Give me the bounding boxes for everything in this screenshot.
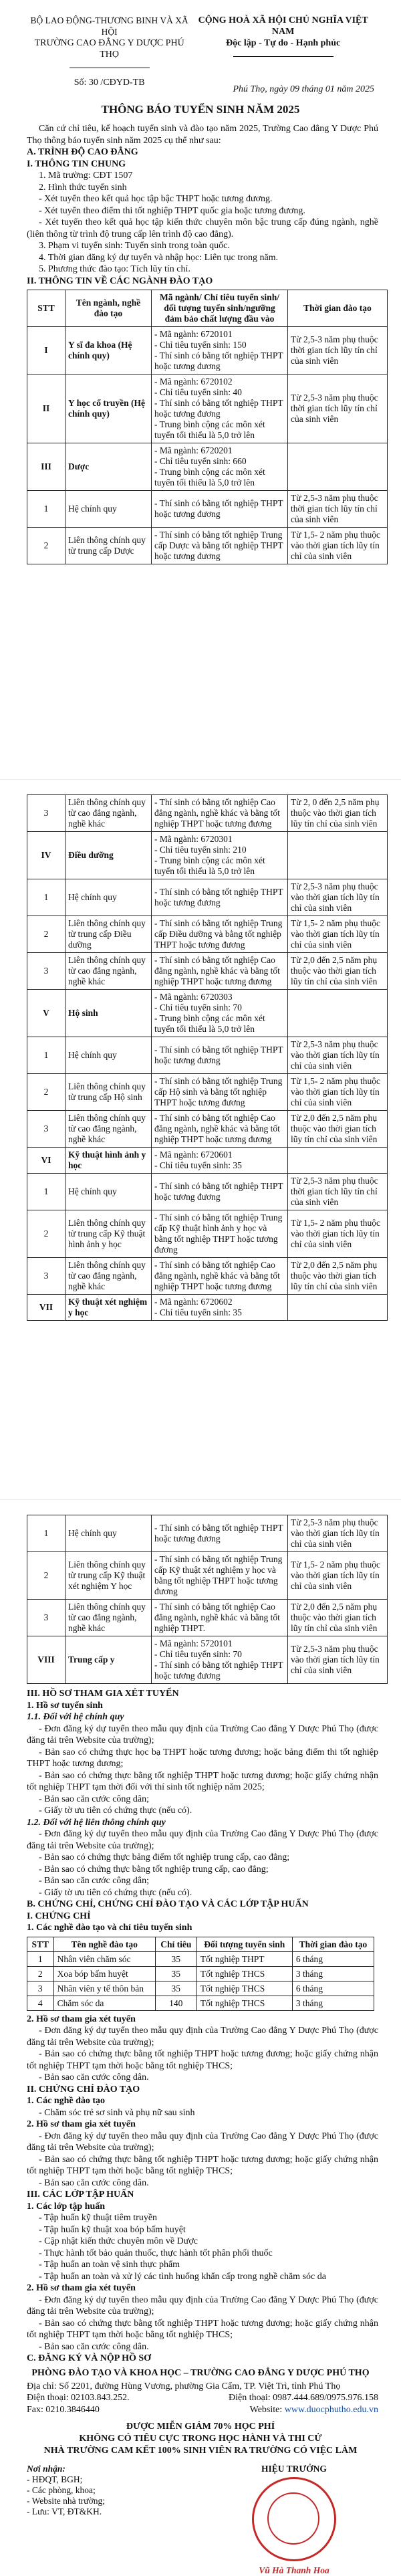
list-item: 4. Thời gian đăng ký dự tuyển và nhập học: Liên tục trong năm. [39, 252, 279, 263]
cell-duration: Từ 2,5-3 năm phụ thuộc vào thời gian tích lũy tín chỉ của sinh viên [288, 1636, 388, 1684]
cell-target: - Mã ngành: 6720303 - Chỉ tiêu tuyển sinh: 70 - Trung bình cộng các môn xét tuyển tối thiểu là 5,0 trở lên [152, 990, 288, 1037]
cell-program-name: Hệ chính quy [65, 879, 152, 916]
table-row [27, 1148, 388, 1174]
cell-target: - Thí sinh có bằng tốt nghiệp Trung cấp Kỹ thuật xét nghiệm y học và bằng tốt nghiệp THPT hoặc tương đương [152, 1552, 288, 1600]
cell-stt: 1 [27, 879, 65, 916]
list-item: - Đơn đăng ký dự tuyển theo mẫu quy định của Trường Cao đẳng Y Dược Phú Thọ (được đăng tải trên Website của trường); [27, 1829, 378, 1851]
recipients-list [27, 2474, 187, 2517]
cell-target: - Mã ngành: 6720602 - Chỉ tiêu tuyển sinh: 35 [152, 1295, 288, 1321]
school-name: TRƯỜNG CAO ĐẲNG Y DƯỢC PHÚ THỌ [34, 38, 184, 60]
program-table-1 [27, 290, 388, 564]
cell-program-name: Dược [65, 443, 152, 491]
cell-target: - Thí sinh có bằng tốt nghiệp Cao đẳng ngành, nghề khác và bằng tốt nghiệp THPT. [152, 1600, 288, 1636]
cell-program-name: Kỹ thuật hình ảnh y học [65, 1148, 152, 1174]
table-row [27, 1295, 388, 1321]
official-stamp [252, 2477, 336, 2561]
cell-program-name: Liên thông chính quy từ trung cấp Kỹ thuật xét nghiệm Y học [65, 1552, 152, 1600]
website-link[interactable]: www.duocphutho.edu.vn [284, 2404, 378, 2415]
cert-cell: 4 [27, 1996, 54, 2010]
cert-cell: 3 tháng [292, 1996, 374, 2010]
list-item: - Bản sao có chứng thực bằng tốt nghiệp THPT hoặc tương đương; hoặc giấy chứng nhận tốt nghiệp THPT tạm thời đối với thí sinh tốt nghiệp năm 2025; [27, 1770, 378, 1792]
list-item: - Tập huấn kỹ thuật xoa bóp bấm huyệt [39, 2224, 186, 2235]
list-item: - Đơn đăng ký dự tuyển theo mẫu quy định của Trường Cao đẳng Y Dược Phú Thọ (được đăng tải trên Website của trường); [27, 2294, 378, 2317]
office-fax: Fax: 0210.3846440 [27, 2404, 100, 2415]
table-row [27, 795, 388, 832]
contact-block [0, 2367, 401, 2379]
cert-cell: 35 [155, 1951, 196, 1966]
cell-program-name: Điều dưỡng [65, 832, 152, 879]
cell-target: - Mã ngành: 6720201 - Chỉ tiêu tuyển sinh: 660 - Trung bình cộng các môn xét tuyển tối thiểu là 5,0 trở lên [152, 443, 288, 491]
recipient-item: - HĐQT, BGH; [27, 2474, 83, 2484]
document-number: Số: 30 /CĐYD-TB [74, 78, 145, 88]
cell-duration: Từ 1,5- 2 năm phụ thuộc vào thời gian tích lũy tín chỉ của sinh viên [288, 1074, 388, 1111]
document-footer [0, 2457, 401, 2576]
section-a1-heading: I. THÔNG TIN CHUNG [27, 158, 126, 169]
list-item: 1. Mã trường: CĐT 1507 [39, 171, 133, 181]
table-row [27, 1515, 388, 1552]
list-item: - Xét tuyển theo điểm thi tốt nghiệp THPT quốc gia hoặc tương đương. [39, 205, 305, 216]
table-row [27, 879, 388, 916]
cell-target: - Mã ngành: 5720101 - Chỉ tiêu tuyển sinh: 70 - Thí sinh có bằng tốt nghiệp THPT hoặc tương đương [152, 1636, 288, 1684]
list-item: - Bản sao có chứng thực bằng tốt nghiệp THPT hoặc tương đương; hoặc giấy chứng nhận tốt nghiệp THPT tạm thời hoặc bằng tốt nghiệp THCS; [27, 2154, 378, 2176]
general-info-list [27, 170, 378, 276]
requirements-list-regular [27, 1723, 378, 1817]
office-name: PHÒNG ĐÀO TẠO VÀ KHOA HỌC – TRƯỜNG CAO ĐẲNG Y DƯỢC PHÚ THỌ [31, 2367, 370, 2378]
table-row [27, 443, 388, 491]
section-b-ii: II. CHỨNG CHỈ ĐÀO TẠO [27, 2084, 140, 2095]
cert-cell: 140 [155, 1996, 196, 2010]
list-item: - Bản sao có chứng thực bảng điểm tốt nghiệp trung cấp, cao đẳng; [39, 1852, 290, 1862]
table-row [27, 374, 388, 443]
cell-duration: Từ 2,0 đến 2,5 năm phụ thuộc vào thời gian tích lũy tín chỉ của sinh viên [288, 1600, 388, 1636]
program-table-2 [27, 794, 388, 1321]
section-a-heading: A. TRÌNH ĐỘ CAO ĐẲNG [27, 147, 138, 157]
cell-stt: 3 [27, 1600, 65, 1636]
cert-col-header: Thời gian đào tạo [292, 1937, 374, 1951]
cell-stt: III [27, 443, 65, 491]
republic-name: CỘNG HOÀ XÃ HỘI CHỦ NGHĨA VIỆT NAM [198, 15, 368, 37]
cell-stt: II [27, 374, 65, 443]
col-stt: STT [27, 290, 65, 327]
table-row [27, 1996, 374, 2010]
cell-program-name: Y sĩ đa khoa (Hệ chính quy) [65, 327, 152, 374]
list-item: - Xét tuyển theo kết quả học tập bậc THPT hoặc tương đương. [39, 194, 273, 204]
cell-stt: 2 [27, 1210, 65, 1258]
cell-duration [288, 990, 388, 1037]
program-table-3 [27, 1515, 388, 1684]
promo-line: NHÀ TRƯỜNG CAM KẾT 100% SINH VIÊN RA TRƯỜNG CÓ VIỆC LÀM [43, 2446, 358, 2456]
document-header [0, 0, 401, 88]
table-row [27, 327, 388, 374]
section-b-iii-2: 2. Hồ sơ tham gia xét tuyển [27, 2283, 136, 2293]
cell-duration: Từ 2,5-3 năm phụ thuộc thời gian tích lũy tín chỉ của sinh viên [288, 374, 388, 443]
cell-duration: Từ 2,5-3 năm phụ thuộc vào thời gian tích lũy tín chỉ của sinh viên [288, 1515, 388, 1552]
cell-program-name: Liên thông chính quy từ trung cấp Dược [65, 528, 152, 564]
office-hotline: Điện thoại: 0987.444.689/0975.976.158 [229, 2393, 378, 2403]
cert-cell: Tốt nghiệp THCS [196, 1966, 292, 1981]
cell-duration: Từ 2,0 đến 2,5 năm phụ thuộc vào thời gian tích lũy tín chỉ của sinh viên [288, 953, 388, 990]
cell-stt: VII [27, 1295, 65, 1321]
table-row [27, 1981, 374, 1996]
section-iii-heading: III. HỒ SƠ THAM GIA XÉT TUYỂN [27, 1689, 179, 1699]
list-item: - Bản sao có chứng thực bằng tốt nghiệp THPT hoặc tương đương; hoặc giấy chứng nhận tốt nghiệp THPT tạm thời hoặc bằng tốt nghiệp THCS; [27, 2318, 378, 2340]
section-b-ii-1: 1. Các nghề đào tạo [27, 2096, 106, 2106]
cell-duration: Từ 2, 0 đến 2,5 năm phụ thuộc vào thời gian tích lũy tín chỉ của sinh viên [288, 795, 388, 832]
cell-stt: 1 [27, 491, 65, 528]
section-b-i-1: 1. Các nghề đào tạo và chỉ tiêu tuyển sinh [27, 1923, 192, 1933]
cert-col-header: Chỉ tiêu [155, 1937, 196, 1951]
cell-program-name: Liên thông chính quy từ trung cấp Kỹ thuật hình ảnh y học [65, 1210, 152, 1258]
signer-title: HIỆU TRƯỞNG [261, 2464, 327, 2474]
table-row [27, 1111, 388, 1148]
workshop-requirements [27, 2294, 378, 2353]
section-b-i-2: 2. Hồ sơ tham gia xét tuyển [27, 2014, 136, 2024]
document-title: THÔNG BÁO TUYỂN SINH NĂM 2025 [101, 103, 300, 116]
table-row [27, 1074, 388, 1111]
cell-stt: 2 [27, 1552, 65, 1600]
list-item: - Tập huấn an toàn và xử lý các tình huống khẩn cấp trong nghề chăm sóc da [39, 2271, 326, 2282]
cell-program-name: Hệ chính quy [65, 1515, 152, 1552]
list-item: 3. Phạm vi tuyển sinh: Tuyển sinh trong toàn quốc. [39, 241, 230, 251]
cell-stt: I [27, 327, 65, 374]
list-item: - Giấy tờ ưu tiên có chứng thực (nếu có). [39, 1806, 192, 1816]
section-iii-1-2: 1.2. Đối với hệ liên thông chính quy [27, 1817, 166, 1828]
cell-stt: IV [27, 832, 65, 879]
cert-cell: 35 [155, 1981, 196, 1996]
table-row [27, 1552, 388, 1600]
section-b-i: I. CHỨNG CHỈ [27, 1911, 91, 1921]
cert-cell: Tốt nghiệp THCS [196, 1981, 292, 1996]
cell-target: - Thí sinh có bằng tốt nghiệp THPT hoặc tương đương [152, 1515, 288, 1552]
cell-program-name: Y học cổ truyền (Hệ chính quy) [65, 374, 152, 443]
cell-duration: Từ 2,5-3 năm phụ thuộc thời gian tích lũy tín chỉ của sinh viên [288, 1174, 388, 1210]
table-row [27, 953, 388, 990]
cell-target: - Thí sinh có bằng tốt nghiệp Cao đẳng ngành, nghề khác và bằng tốt nghiệp THPT hoặc tương đương [152, 1258, 288, 1295]
cell-stt: VIII [27, 1636, 65, 1684]
table-row [27, 1600, 388, 1636]
list-item: - Bản sao căn cước công dân. [39, 2341, 149, 2352]
cell-stt: 2 [27, 528, 65, 564]
cert-cell: Xoa bóp bấm huyệt [53, 1966, 155, 1981]
list-item: 2. Hình thức tuyển sinh [39, 182, 127, 193]
list-item: - Cập nhật kiến thức chuyên môn về Dược [39, 2236, 198, 2246]
list-item: - Bản sao có chứng thực bằng tốt nghiệp trung cấp, cao đẳng; [39, 1864, 269, 1874]
cell-program-name: Hệ chính quy [65, 1174, 152, 1210]
promo-line: ĐƯỢC MIỄN GIẢM 70% HỌC PHÍ [126, 2422, 275, 2432]
section-a2-heading: II. THÔNG TIN VỀ CÁC NGÀNH ĐÀO TẠO [27, 276, 213, 286]
national-motto: Độc lập - Tự do - Hạnh phúc [226, 38, 341, 48]
cell-duration [288, 1295, 388, 1321]
certificate-requirements [27, 2025, 378, 2084]
table-row [27, 1258, 388, 1295]
training-requirements [27, 2131, 378, 2189]
cell-stt: VI [27, 1148, 65, 1174]
cell-target: - Thí sinh có bằng tốt nghiệp THPT hoặc tương đương [152, 879, 288, 916]
cert-cell: Tốt nghiệp THPT [196, 1951, 292, 1966]
cert-cell: Nhân viên y tế thôn bản [53, 1981, 155, 1996]
cell-program-name: Hệ chính quy [65, 491, 152, 528]
cert-cell: 1 [27, 1951, 54, 1966]
cert-cell: Chăm sóc da [53, 1996, 155, 2010]
list-item: - Bản sao căn cước công dân. [39, 2072, 149, 2082]
cell-target: - Mã ngành: 6720301 - Chỉ tiêu tuyển sinh: 210 - Trung bình cộng các môn xét tuyển tối thiểu là 5,0 trở lên [152, 832, 288, 879]
cell-stt: 1 [27, 1037, 65, 1074]
cell-target: - Mã ngành: 6720601 - Chỉ tiêu tuyển sinh: 35 [152, 1148, 288, 1174]
list-item: - Thực hành tốt bảo quản thuốc, thực hành tốt phân phối thuốc [39, 2248, 273, 2258]
cert-cell: 6 tháng [292, 1981, 374, 1996]
office-address: Địa chỉ: Số 2201, đường Hùng Vương, phường Gia Cẩm, TP. Việt Trì, tỉnh Phú Thọ [27, 2381, 341, 2391]
intro-paragraph: Căn cứ chỉ tiêu, kế hoạch tuyển sinh và đào tạo năm 2025, Trường Cao đẳng Y Dược Phú Thọ thông báo tuyển sinh năm 2025 cụ thể như sau: [27, 124, 378, 146]
cert-cell: Nhân viên chăm sóc [53, 1951, 155, 1966]
cell-target: - Thí sinh có bằng tốt nghiệp Trung cấp Hộ sinh và bằng tốt nghiệp THPT hoặc tương đương [152, 1074, 288, 1111]
section-b-heading: B. CHỨNG CHỈ, CHỨNG CHỈ ĐÀO TẠO VÀ CÁC LỚP TẬP HUẤN [27, 1899, 309, 1909]
list-item: - Đơn đăng ký dự tuyển theo mẫu quy định của Trường Cao đẳng Y Dược Phú Thọ (được đăng tải trên Website của trường); [27, 1723, 378, 1745]
cell-stt: V [27, 990, 65, 1037]
cell-stt: 3 [27, 953, 65, 990]
table-row [27, 916, 388, 953]
list-item: - Giấy tờ ưu tiên có chứng thực (nếu có). [39, 1887, 192, 1898]
cell-target: - Thí sinh có bằng tốt nghiệp Trung cấp Điều dưỡng và bằng tốt nghiệp THPT hoặc tương đương [152, 916, 288, 953]
cell-program-name: Liên thông chính quy từ trung cấp Hộ sinh [65, 1074, 152, 1111]
recipient-item: - Website nhà trường; [27, 2496, 105, 2506]
cell-program-name: Hệ chính quy [65, 1037, 152, 1074]
list-item: - Bản sao có chứng thực bằng tốt nghiệp THPT hoặc tương đương; hoặc giấy chứng nhận tốt nghiệp THPT tạm thời hoặc bằng tốt nghiệp THCS; [27, 2049, 378, 2071]
cell-duration: Từ 2,5-3 năm phụ thuộc vào thời gian tích lũy tín chỉ của sinh viên [288, 879, 388, 916]
cell-program-name: Hộ sinh [65, 990, 152, 1037]
cert-cell: Tốt nghiệp THCS [196, 1996, 292, 2010]
document-date: Phú Thọ, ngày 09 tháng 01 năm 2025 [233, 84, 374, 94]
cell-stt: 3 [27, 1258, 65, 1295]
cell-duration [288, 443, 388, 491]
recipient-item: - Lưu: VT, ĐT&KH. [27, 2506, 102, 2516]
workshop-list [27, 2212, 378, 2282]
office-phone: Điện thoại: 02103.843.252. [27, 2393, 130, 2403]
cert-cell: 6 tháng [292, 1951, 374, 1966]
cell-stt: 1 [27, 1515, 65, 1552]
table-row [27, 1636, 388, 1684]
cert-col-header: Đối tượng tuyển sinh [196, 1937, 292, 1951]
table-row [27, 1174, 388, 1210]
cell-target: - Thí sinh có bằng tốt nghiệp THPT hoặc tương đương [152, 1037, 288, 1074]
cell-target: - Thí sinh có bằng tốt nghiệp THPT hoặc tương đương [152, 491, 288, 528]
table-row [27, 1966, 374, 1981]
section-b-iii: III. CÁC LỚP TẬP HUẤN [27, 2189, 134, 2199]
list-item: - Tập huấn kỹ thuật tiêm truyền [39, 2213, 158, 2223]
list-item: - Tập huấn an toàn vệ sinh thực phẩm [39, 2260, 180, 2270]
list-item: - Đơn đăng ký dự tuyển theo mẫu quy định của Trường Cao đẳng Y Dược Phú Thọ (được đăng tải trên Website của trường); [27, 2131, 378, 2153]
list-item: - Bản sao có chứng thực học bạ THPT hoặc tương đương; hoặc bảng điểm thi tốt nghiệp THPT hoặc tương đương; [27, 1747, 378, 1769]
cell-program-name: Liên thông chính quy từ trung cấp Điều dưỡng [65, 916, 152, 953]
section-iii-1: 1. Hồ sơ tuyển sinh [27, 1700, 103, 1711]
cert-col-header: STT [27, 1937, 54, 1951]
section-iii-1-1: 1.1. Đối với hệ chính quy [27, 1712, 124, 1722]
cert-cell: 2 [27, 1966, 54, 1981]
cell-stt: 3 [27, 795, 65, 832]
cell-target: - Thí sinh có bằng tốt nghiệp Cao đẳng ngành, nghề khác và bằng tốt nghiệp THPT hoặc tương đương [152, 795, 288, 832]
cell-duration: Từ 2,5-3 năm phụ thuộc thời gian tích lũy tín chỉ của sinh viên [288, 491, 388, 528]
ministry-name: BỘ LAO ĐỘNG-THƯƠNG BINH VÀ XÃ HỘI [30, 15, 188, 37]
cell-target: - Thí sinh có bằng tốt nghiệp Cao đẳng ngành, nghề khác và bằng tốt nghiệp THPT hoặc tương đương [152, 1111, 288, 1148]
list-item: - Bản sao căn cước công dân; [39, 1794, 150, 1804]
cell-program-name: Liên thông chính quy từ cao đẳng ngành, nghề khác [65, 1600, 152, 1636]
cell-duration: Từ 2,5-3 năm phụ thuộc thời gian tích lũy tín chỉ của sinh viên [288, 327, 388, 374]
cell-duration: Từ 1,5- 2 năm phụ thuộc vào thời gian tích lũy tín chỉ của sinh viên [288, 528, 388, 564]
col-target: Mã ngành/ Chỉ tiêu tuyển sinh/đối tượng tuyển sinh/ngưỡng đảm bảo chất lượng đầu vào [152, 290, 288, 327]
table-row [27, 1951, 374, 1966]
col-name: Tên ngành, nghề đào tạo [65, 290, 152, 327]
promo-block [0, 2421, 401, 2457]
document-page-2 [0, 779, 401, 1458]
recipient-item: - Các phòng, khoa; [27, 2485, 96, 2495]
document-page-3 [0, 1499, 401, 2575]
cell-stt: 2 [27, 916, 65, 953]
certificate-table [27, 1937, 374, 2011]
cert-col-header: Tên nghề đào tạo [53, 1937, 155, 1951]
requirements-list-transfer [27, 1828, 378, 1899]
cell-program-name: Liên thông chính quy từ cao đẳng ngành, nghề khác [65, 1111, 152, 1148]
cell-target: - Thí sinh có bằng tốt nghiệp Trung cấp Kỹ thuật hình ảnh y học và bằng tốt nghiệp THPT hoặc tương đương [152, 1210, 288, 1258]
promo-line: KHÔNG CÓ TIÊU CỰC TRONG HỌC HÀNH VÀ THI CỬ [79, 2434, 322, 2444]
list-item: - Bản sao căn cước công dân; [39, 1876, 150, 1886]
section-b-iii-1: 1. Các lớp tập huấn [27, 2201, 106, 2212]
cell-duration [288, 832, 388, 879]
list-item: - Bản sao căn cước công dân. [39, 2177, 149, 2188]
table-row [27, 1037, 388, 1074]
col-duration: Thời gian đào tạo [288, 290, 388, 327]
cert-cell: 3 [27, 1981, 54, 1996]
cell-duration: Từ 1,5- 2 năm phụ thuộc vào thời gian tích lũy tín chỉ của sinh viên [288, 1552, 388, 1600]
cell-program-name: Liên thông chính quy từ cao đẳng ngành, nghề khác [65, 953, 152, 990]
section-b-ii-2: 2. Hồ sơ tham gia xét tuyển [27, 2119, 136, 2129]
cert-cell: 35 [155, 1966, 196, 1981]
table-row [27, 491, 388, 528]
table-row [27, 832, 388, 879]
cell-duration: Từ 2,0 đến 2,5 năm phụ thuộc vào thời gian tích lũy tín chỉ của sinh viên [288, 1258, 388, 1295]
cell-program-name: Kỹ thuật xét nghiệm y học [65, 1295, 152, 1321]
table-row [27, 1210, 388, 1258]
table-row [27, 528, 388, 564]
recipients-label: Nơi nhận: [27, 2464, 65, 2474]
section-c-heading: C. ĐĂNG KÝ VÀ NỘP HỒ SƠ [27, 2353, 152, 2363]
cell-target: - Thí sinh có bằng tốt nghiệp THPT hoặc tương đương [152, 1174, 288, 1210]
list-item: - Chăm sóc trẻ sơ sinh và phụ nữ sau sinh [39, 2107, 195, 2118]
table-row [27, 990, 388, 1037]
document-page-1 [0, 0, 401, 740]
cell-stt: 2 [27, 1074, 65, 1111]
cell-stt: 3 [27, 1111, 65, 1148]
training-list [27, 2107, 378, 2119]
cell-target: - Thí sinh có bằng tốt nghiệp Trung cấp Dược và bằng tốt nghiệp THPT hoặc tương đương [152, 528, 288, 564]
cell-duration: Từ 2,5-3 năm phụ thuộc vào thời gian tích lũy tín chỉ của sinh viên [288, 1037, 388, 1074]
cell-duration: Từ 2,0 đến 2,5 năm phụ thuộc vào thời gian tích lũy tín chỉ của sinh viên [288, 1111, 388, 1148]
cell-program-name: Trung cấp y [65, 1636, 152, 1684]
cell-target: - Thí sinh có bằng tốt nghiệp Cao đẳng ngành, nghề khác và bằng tốt nghiệp THPT hoặc tương đương [152, 953, 288, 990]
cell-duration: Từ 1,5- 2 năm phụ thuộc vào thời gian tích lũy tín chỉ của sinh viên [288, 916, 388, 953]
cell-duration [288, 1148, 388, 1174]
cell-stt: 1 [27, 1174, 65, 1210]
cell-program-name: Liên thông chính quy từ cao đẳng ngành, nghề khác [65, 795, 152, 832]
signer-name: Vũ Hà Thanh Hoa [259, 2565, 329, 2575]
list-item: - Xét tuyển theo kết quả học tập kiến thức chuyên môn bậc trung cấp đúng ngành, nghề (liên thông từ trình độ trung cấp lên trình độ cao đẳng). [27, 217, 378, 239]
cell-target: - Mã ngành: 6720102 - Chỉ tiêu tuyển sinh: 40 - Thí sinh có bằng tốt nghiệp THPT hoặc tương đương - Trung bình cộng các môn xét tuyển tối thiểu là 5,0 trở lên [152, 374, 288, 443]
website-label: Website: [249, 2404, 283, 2415]
list-item: 5. Phương thức đào tạo: Tích lũy tín chỉ. [39, 264, 190, 274]
list-item: - Đơn đăng ký dự tuyển theo mẫu quy định của Trường Cao đẳng Y Dược Phú Thọ (được đăng tải trên Website của trường); [27, 2026, 378, 2048]
cell-program-name: Liên thông chính quy từ cao đẳng ngành, nghề khác [65, 1258, 152, 1295]
cell-duration: Từ 1,5- 2 năm phụ thuộc vào thời gian tích lũy tín chỉ của sinh viên [288, 1210, 388, 1258]
cell-target: - Mã ngành: 6720101 - Chỉ tiêu tuyển sinh: 150 - Thí sinh có bằng tốt nghiệp THPT hoặc tương đương [152, 327, 288, 374]
cert-cell: 3 tháng [292, 1966, 374, 1981]
